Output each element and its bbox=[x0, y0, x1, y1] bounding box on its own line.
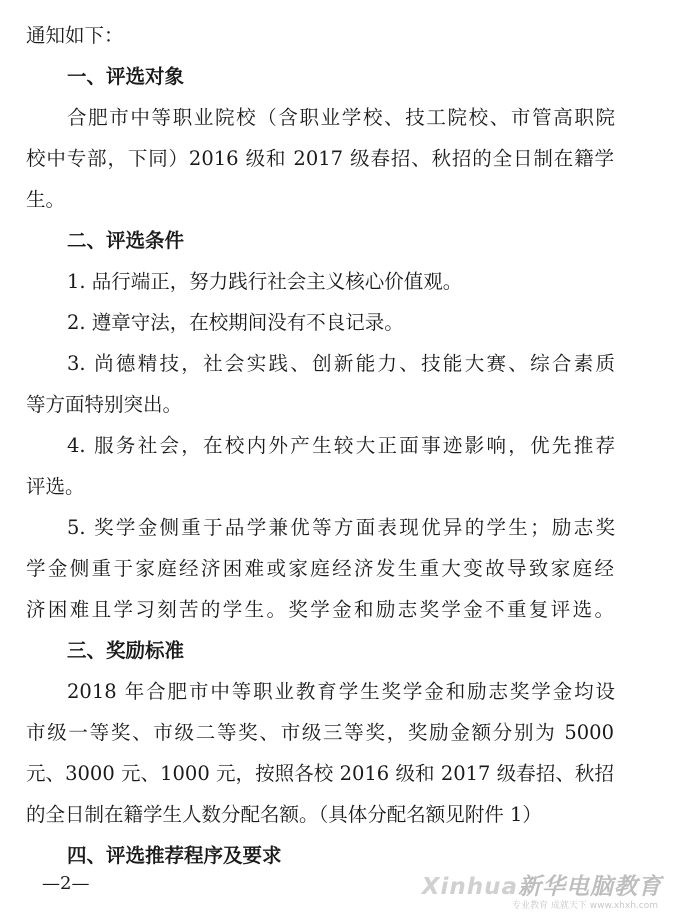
list-item-continued: 等方面特别突出。 bbox=[26, 393, 183, 416]
paragraph-line: 生。 bbox=[26, 188, 66, 211]
paragraph-line: 校中专部，下同）2016 级和 2017 级春招、秋招的全日制在籍学 bbox=[26, 147, 614, 170]
section-heading-4: 四、评选推荐程序及要求 bbox=[67, 844, 282, 867]
page-number: —2— bbox=[42, 873, 90, 894]
text-line: 通知如下： bbox=[26, 24, 124, 47]
list-item: 4. 服务社会，在校内外产生较大正面事迹影响，优先推荐 bbox=[67, 434, 615, 457]
list-item-continued: 济困难且学习刻苦的学生。奖学金和励志奖学金不重复评选。 bbox=[26, 598, 614, 621]
section-heading-3: 三、奖励标准 bbox=[67, 639, 185, 662]
watermark bbox=[421, 868, 662, 914]
watermark-brand-cn: 新华电脑教育 bbox=[518, 874, 662, 900]
list-item: 5. 奖学金侧重于品学兼优等方面表现优异的学生；励志奖 bbox=[67, 516, 615, 539]
watermark-brand-latin: Xinhua bbox=[421, 874, 518, 900]
paragraph-line: 的全日制在籍学生人数分配名额。（具体分配名额见附件 1） bbox=[26, 803, 542, 826]
paragraph-line: 元、3000 元、1000 元，按照各校 2016 级和 2017 级春招、秋招 bbox=[26, 762, 614, 785]
watermark-tagline: 专业教育 成就天下 www.xhxh.com bbox=[512, 901, 658, 911]
paragraph-line: 合肥市中等职业院校（含职业学校、技工院校、市管高职院 bbox=[67, 106, 615, 129]
list-item: 3. 尚德精技，社会实践、创新能力、技能大赛、综合素质 bbox=[67, 352, 615, 375]
list-item-continued: 评选。 bbox=[26, 475, 85, 498]
list-item: 1. 品行端正，努力践行社会主义核心价值观。 bbox=[67, 270, 463, 293]
list-item: 2. 遵章守法，在校期间没有不良记录。 bbox=[67, 311, 404, 334]
paragraph-line: 市级一等奖、市级二等奖、市级三等奖，奖励金额分别为 5000 bbox=[26, 721, 614, 744]
list-item-continued: 学金侧重于家庭经济困难或家庭经济发生重大变故导致家庭经 bbox=[26, 557, 614, 580]
paragraph-line: 2018 年合肥市中等职业教育学生奖学金和励志奖学金均设 bbox=[67, 680, 615, 703]
section-heading-2: 二、评选条件 bbox=[67, 229, 185, 252]
watermark-logo bbox=[422, 868, 662, 901]
section-heading-1: 一、评选对象 bbox=[67, 65, 185, 88]
